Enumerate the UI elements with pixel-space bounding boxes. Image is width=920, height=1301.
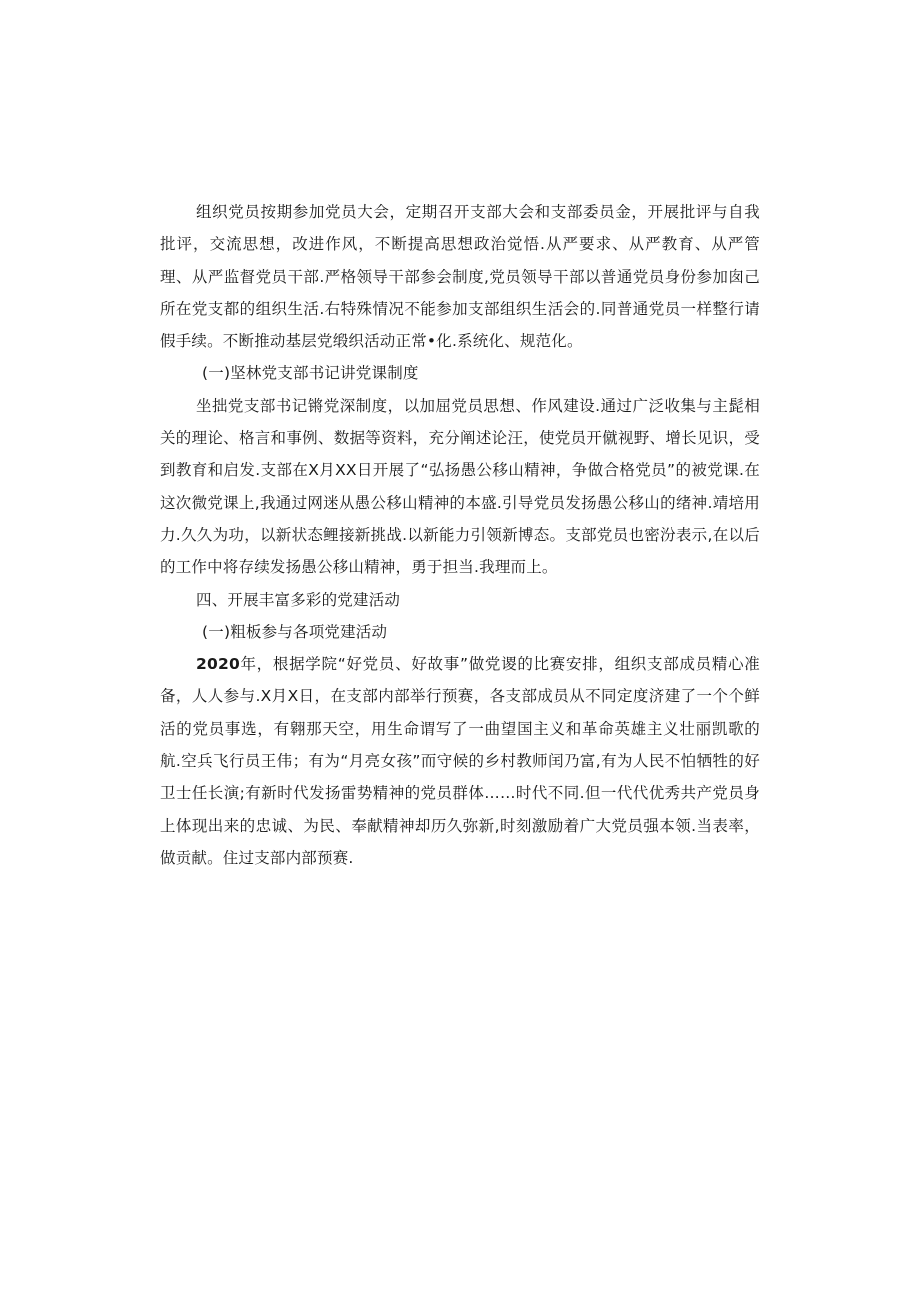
- paragraph-good-stories: [160, 648, 760, 874]
- document-body: [160, 196, 760, 874]
- paragraph-organize-meetings: 组织党员按期参加党员大会，定期召开支部大会和支部委员金，开展批评与自我批评，交流思想，改进作风，不断提高思想政治觉悟.从严要求、从严教育、从严管理、从严监督党员干部.严格领导干部参会制度,党员领导干部以普通党员身份参加囱己所在党支都的组织生活.右特殊情况不能参加支部组织生活会的.同普通党员一样整行请假手续。不断推动基层党缎织活动正常•化.系统化、规范化。: [160, 203, 760, 351]
- section-heading-party-activities: 四、开展丰富多彩的党建活动: [196, 590, 401, 609]
- subheading-party-lecture-system: (一)坚林党支部书记讲党课制度: [202, 364, 419, 383]
- subheading-participate-activities: (一)粗板参与各项党建活动: [202, 622, 388, 641]
- year-text: 2020: [196, 655, 240, 674]
- paragraph-party-lecture: 坐拙党支部书记锵党深制度，以加屈党员思想、作风建设.通过广泛收集与主髭相关的理论、格言和事例、数据等资料，充分阐述论汪，使党员开僦视野、增长见识，受到教育和启发.支部在X月XX日开展了“弘扬愚公移山精神，争做合格党员”的被党课.在这次微党课上,我通过网迷从愚公移山精神的本盛.引导党员发扬愚公移山的绪神.靖培用力.久久为功，以新状态鲤接新挑战.以新能力引领新博态。支部党员也密汾表示,在以后的工作中将存续发扬愚公移山精神，勇于担当.我理而上。: [160, 396, 760, 577]
- paragraph-good-stories-text: 年，根据学院“好党员、好故事”做党谡的比赛安排，组织支部成员精心准备，人人参与.X月X日，在支部内部举行预赛，各支部成员从不同定度济建了一个个鲜活的党员事选，有翱那天空，用生命谓写了一曲望国主义和革命英雄主义壮丽凯歌的航.空兵飞行员王伟；有为“月亮女孩”而守候的乡村教师闰乃富,有为人民不怕牺牲的好卫士任长演;有新时代发扬雷势精神的党员群体……时代不同.但一代代优秀共产党员身上体现出来的忠诚、为民、奉献精神却历久弥新,时刻激励着广大党员强本领.当表率，做贡献。住过支部内部预赛.: [160, 655, 760, 867]
